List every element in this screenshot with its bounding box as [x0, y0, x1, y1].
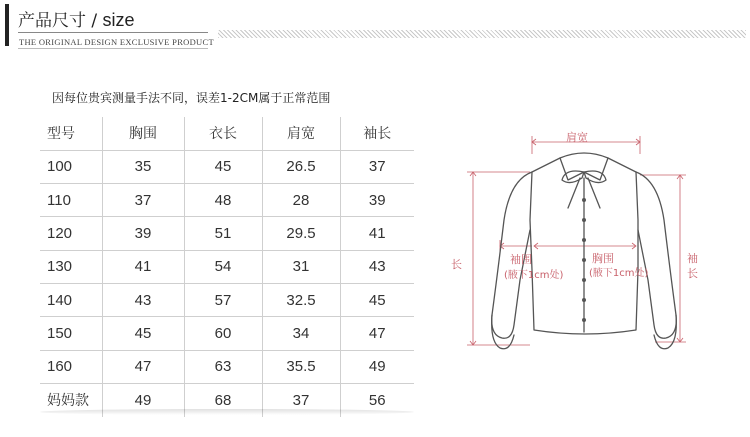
table-row [40, 250, 414, 283]
table-cell: 41 [102, 250, 184, 283]
table-cell: 110 [40, 184, 102, 217]
header-length: 衣长 [184, 117, 262, 150]
table-cell: 34 [262, 317, 340, 350]
page-subtitle: THE ORIGINAL DESIGN EXCLUSIVE PRODUCT [19, 37, 214, 47]
table-cell: 39 [340, 184, 414, 217]
table-cell: 29.5 [262, 217, 340, 250]
table-cell: 63 [184, 350, 262, 383]
table-cell: 49 [102, 383, 184, 416]
table-cell: 57 [184, 283, 262, 316]
table-cell: 100 [40, 150, 102, 183]
collar-outline [560, 153, 608, 180]
shirt-diagram [440, 120, 710, 360]
table-cell: 48 [184, 184, 262, 217]
table-cell: 35.5 [262, 350, 340, 383]
table-cell: 51 [184, 217, 262, 250]
table-cell: 妈妈款 [40, 383, 102, 416]
header-model: 型号 [40, 117, 102, 150]
right-sleeve-outline [636, 172, 676, 338]
table-cell: 43 [102, 283, 184, 316]
table-cell: 43 [340, 250, 414, 283]
table-cell: 28 [262, 184, 340, 217]
header-hatch-band [218, 30, 746, 38]
header-accent-bar [5, 4, 9, 46]
table-row [40, 317, 414, 350]
table-row [40, 283, 414, 316]
table-cell: 130 [40, 250, 102, 283]
chest-sublabel: (腋下1cm处) [589, 268, 649, 279]
table-row [40, 150, 414, 183]
table-cell: 68 [184, 383, 262, 416]
table-cell: 45 [184, 150, 262, 183]
table-cell: 160 [40, 350, 102, 383]
page-title [18, 6, 135, 31]
table-cell: 56 [340, 383, 414, 416]
table-cell: 37 [340, 150, 414, 183]
measurement-note: 因每位贵宾测量手法不同，误差1-2CM属于正常范围 [52, 91, 331, 105]
table-shadow [40, 409, 414, 415]
header-divider-bottom [18, 48, 208, 49]
header-divider-top [18, 32, 208, 33]
table-cell: 45 [102, 317, 184, 350]
table-row [40, 217, 414, 250]
table-cell: 49 [340, 350, 414, 383]
table-cell: 45 [340, 283, 414, 316]
table-cell: 140 [40, 283, 102, 316]
header-chest: 胸围 [102, 117, 184, 150]
table-cell: 47 [340, 317, 414, 350]
shoulder-label: 肩宽 [566, 131, 588, 144]
cuff-label: 袖围 [510, 253, 532, 266]
sleeve-label-line1: 袖 [687, 252, 698, 265]
table-row [40, 350, 414, 383]
table-cell: 47 [102, 350, 184, 383]
table-cell: 39 [102, 217, 184, 250]
table-cell: 150 [40, 317, 102, 350]
table-cell: 32.5 [262, 283, 340, 316]
table-cell: 31 [262, 250, 340, 283]
length-label: 长 [451, 258, 462, 271]
title-cn: 产品尺寸 [18, 11, 86, 31]
table-cell: 37 [262, 383, 340, 416]
title-separator: / [86, 11, 103, 31]
header-shoulder: 肩宽 [262, 117, 340, 150]
table-cell: 35 [102, 150, 184, 183]
table-row [40, 184, 414, 217]
table-cell: 26.5 [262, 150, 340, 183]
table-cell: 60 [184, 317, 262, 350]
chest-label: 胸围 [592, 252, 614, 265]
table-cell: 41 [340, 217, 414, 250]
size-table [40, 117, 414, 417]
table-cell: 120 [40, 217, 102, 250]
table-cell: 54 [184, 250, 262, 283]
cuff-sublabel: (腋下1cm处) [504, 270, 564, 281]
sleeve-label-line2: 长 [687, 267, 698, 280]
table-cell: 37 [102, 184, 184, 217]
table-header-row [40, 117, 414, 150]
title-en: size [102, 10, 135, 30]
header-sleeve: 袖长 [340, 117, 414, 150]
